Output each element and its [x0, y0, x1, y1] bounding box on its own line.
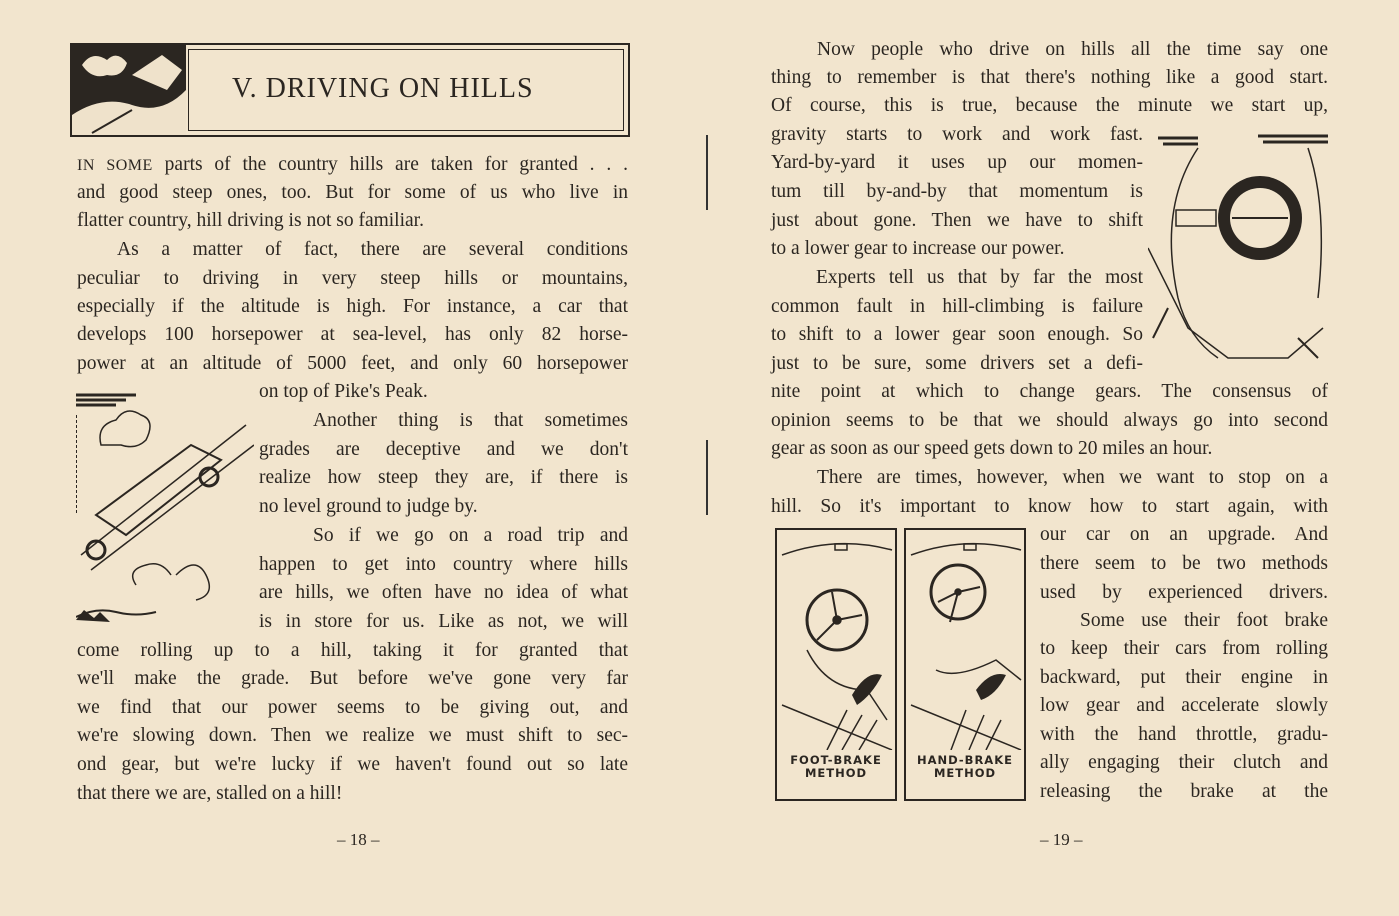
caption-line: FOOT-BRAKE [790, 753, 882, 767]
text-line: to keep their cars from rolling [1040, 638, 1328, 659]
text-line: realize how steep they are, if there is [259, 467, 628, 488]
page-number-left: – 18 – [337, 830, 380, 849]
text-line: common fault in hill-climbing is failure [771, 296, 1143, 317]
foot-brake-caption [777, 754, 895, 780]
caption-line: METHOD [804, 766, 868, 780]
text-line: Of course, this is true, because the minute we start up, [771, 95, 1328, 116]
text-line: hill. So it's important to know how to start again, with [771, 496, 1328, 517]
caption-line: HAND-BRAKE [917, 753, 1013, 767]
text-line: gear as soon as our speed gets down to 20 miles an hour. [771, 438, 1213, 459]
text-line: gravity starts to work and work fast. [771, 124, 1143, 145]
foot-brake-driver-drawing [777, 530, 895, 750]
text-line: to shift to a lower gear soon enough. So [771, 324, 1143, 345]
text-line: Some use their foot brake [1080, 610, 1328, 631]
text-line: Now people who drive on hills all the time say one [817, 39, 1328, 60]
chapter-title: V. DRIVING ON HILLS [232, 73, 534, 104]
text-line: our car on an upgrade. And [1040, 524, 1328, 545]
car-climbing-hill-illustration [76, 385, 254, 630]
gutter-mark [706, 135, 708, 210]
hand-brake-driver-drawing [906, 530, 1024, 750]
foot-brake-method-illustration [775, 528, 897, 801]
text-line: develops 100 horsepower at sea-level, has only 82 horse- [77, 324, 628, 345]
text-line: just about gone. Then we have to shift [771, 210, 1143, 231]
text-line: tum till by-and-by that momentum is [771, 181, 1143, 202]
page-number-right: – 19 – [1040, 830, 1083, 849]
text-line: ally engaging their clutch and [1040, 752, 1328, 773]
text-line: grades are deceptive and we don't [259, 439, 628, 460]
text-line: on top of Pike's Peak. [259, 381, 428, 402]
text-line: especially if the altitude is high. For instance, a car that [77, 296, 628, 317]
text-line: flatter country, hill driving is not so familiar. [77, 210, 424, 231]
gutter-mark [706, 440, 708, 515]
text-line: There are times, however, when we want to stop on a [817, 467, 1328, 488]
text-line: there seem to be two methods [1040, 553, 1328, 574]
text-line: Experts tell us that by far the most [816, 267, 1143, 288]
text-line: no level ground to judge by. [259, 496, 478, 517]
text-line: we'll make the grade. But before we've gone very far [77, 668, 628, 689]
text-line: So if we go on a road trip and [313, 525, 628, 546]
text-line: used by experienced drivers. [1040, 582, 1328, 603]
text-line: we're slowing down. Then we realize we must shift to sec- [77, 725, 628, 746]
text-line: nite point at which to change gears. The consensus of [771, 381, 1328, 402]
text-line: opinion seems to be that we should always go into second [771, 410, 1328, 431]
text-line: happen to get into country where hills [259, 554, 628, 575]
text-line: with the hand throttle, gradu- [1040, 724, 1328, 745]
text-line: and good steep ones, too. But for some of us who live in [77, 182, 628, 203]
text-line: is in store for us. Like as not, we will [259, 611, 628, 632]
text-line: thing to remember is that there's nothing like a good start. [771, 67, 1328, 88]
text-line: peculiar to driving in very steep hills or mountains, [77, 268, 628, 289]
lead-small-caps: IN SOME [77, 157, 153, 174]
text-line: As a matter of fact, there are several conditions [117, 239, 628, 260]
text-line: are hills, we often have no idea of what [259, 582, 628, 603]
speedometer-dashboard-illustration [1148, 128, 1328, 368]
text-line: just to be sure, some drivers set a defi- [771, 353, 1143, 374]
text-line: power at an altitude of 5000 feet, and only 60 horsepower [77, 353, 628, 374]
text-line: low gear and accelerate slowly [1040, 695, 1328, 716]
text-line: come rolling up to a hill, taking it for granted that [77, 640, 628, 661]
text-line: releasing the brake at the [1040, 781, 1328, 802]
text-line: backward, put their engine in [1040, 667, 1328, 688]
caption-line: METHOD [933, 766, 997, 780]
text-line: Another thing is that sometimes [313, 410, 628, 431]
hand-brake-caption [906, 754, 1024, 780]
text-line: that there we are, stalled on a hill! [77, 783, 343, 804]
text-line: ond gear, but we're lucky if we haven't found out so late [77, 754, 628, 775]
text-line: Yard-by-yard it uses up our momen- [771, 152, 1143, 173]
text-line: we find that our power seems to be giving out, and [77, 697, 628, 718]
text: parts of the country hills are taken for granted . . . [164, 154, 629, 175]
hand-brake-method-illustration [904, 528, 1026, 801]
text-line: to a lower gear to increase our power. [771, 238, 1065, 259]
text-line [77, 153, 628, 177]
hills-landscape-illustration [72, 45, 186, 135]
